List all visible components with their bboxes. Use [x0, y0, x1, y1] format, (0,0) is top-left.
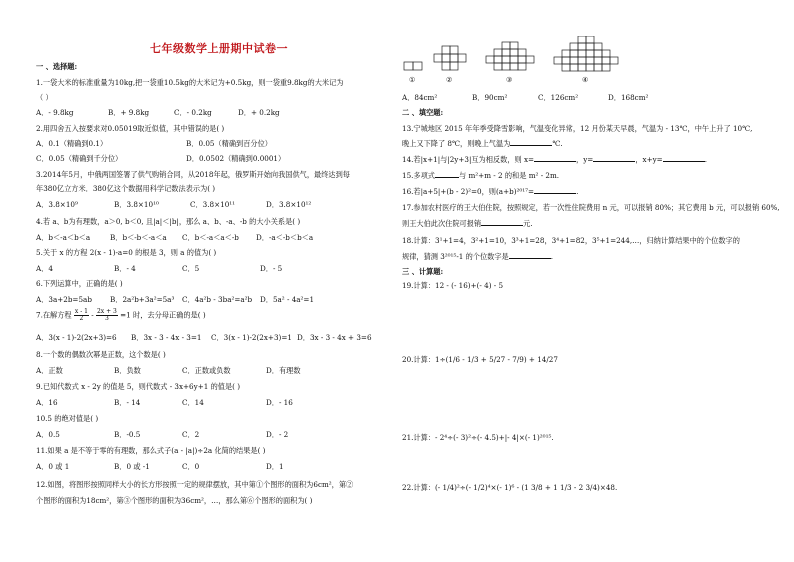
option-a: A．3.8×10⁹: [36, 200, 78, 209]
figure-label-3: ③: [506, 76, 513, 84]
option-a: A．0.5: [36, 430, 60, 439]
option-d: D．1: [266, 462, 284, 471]
option-c: C．3.8×10¹¹: [190, 200, 236, 209]
question-3-cont: 年380亿立方米．380亿这个数据用科学记数法表示为( ): [36, 184, 216, 193]
question-16: [402, 187, 578, 196]
question-18: 18.计算：3¹+1=4，3²+1=10，3³+1=28，3⁴+1=82，3⁵+1=244,…，归纳计算结果中的个位数字的: [402, 236, 740, 245]
question-13-cont: [402, 139, 563, 148]
figure-label-2: ②: [446, 76, 453, 84]
question-5-options: [36, 264, 282, 273]
figure-3: [486, 42, 534, 70]
question-8: 8.一个数的偶数次幂是正数，这个数是( ): [36, 350, 166, 359]
q14-end: .: [704, 155, 707, 164]
question-5: 5.关于 x 的方程 2(x - 1)-a=0 的根是 3，则 a 的值为( ): [36, 248, 217, 257]
option-a: A．- 9.8kg: [36, 108, 74, 117]
question-1-options: [36, 108, 280, 117]
option-a: A．0.1（精确到0.1）: [36, 139, 108, 148]
q14-text: 14.若|x+1|与|2y+3|互为相反数，则 x=: [402, 155, 535, 164]
question-10-options: [36, 430, 288, 439]
option-d: D．-a＜-b＜b＜a: [256, 233, 314, 242]
question-7: [36, 309, 206, 322]
option-b: B．0.05（精确到百分位）: [186, 139, 272, 148]
option-d: D．+ 0.2kg: [238, 108, 280, 117]
question-7-tail: =1 时，去分母正确的是( ): [120, 310, 206, 320]
question-15: [402, 171, 559, 180]
question-8-options: [36, 366, 301, 375]
answer-blank[interactable]: [510, 139, 552, 146]
option-c: C．2: [182, 430, 200, 439]
option-c: C．14: [182, 398, 204, 407]
option-d: D．- 16: [266, 398, 293, 407]
fraction-1: $\frac{x - 1}{2}$: [74, 308, 88, 322]
q18-text: 规律，猜测 3²⁰¹⁵-1 的个位数字是: [402, 252, 509, 261]
option-a: A．16: [36, 398, 58, 407]
question-9-options: [36, 398, 293, 407]
question-3-options: [36, 200, 311, 209]
fraction-2: $\frac{2x + 3}{3}$: [96, 308, 117, 322]
option-b: B．-0.5: [114, 430, 141, 439]
option-d: D．5a² - 4a²=1: [260, 295, 315, 304]
question-2-options-row1: [36, 139, 272, 148]
question-4-options: [36, 233, 313, 242]
q16-end: .: [576, 187, 579, 196]
question-7-lead: 7.在解方程: [36, 310, 72, 320]
option-b: B．- 4: [114, 264, 136, 273]
option-c: C．- 0.2kg: [174, 108, 212, 117]
option-a: A．3a+2b=5ab: [36, 295, 92, 304]
option-d: D．有理数: [266, 366, 301, 375]
q15-text: 15.多项式: [402, 171, 435, 180]
figure-label-1: ①: [409, 76, 416, 84]
question-14: [402, 155, 707, 164]
question-12-cont: 个图形的面积为18cm²，第③个图形的面积为36cm²，…，那么第⑥个图形的面积为( ): [36, 496, 313, 505]
option-b: B．负数: [114, 366, 141, 375]
question-19: 19.计算：12 - (- 16)+(- 4) - 5: [402, 281, 504, 290]
question-20: 20.计算：1÷(1/6 - 1/3 + 5/27 - 7/9) + 14/27: [402, 355, 558, 364]
question-2-options-row2: [36, 154, 285, 163]
answer-blank[interactable]: [481, 219, 523, 226]
option-d: D．3.8×10¹²: [266, 200, 312, 209]
q14-y: ，y=: [576, 155, 594, 164]
q17-unit: 元.: [523, 219, 533, 228]
option-c: C．4a²b - 3ba²=a²b: [182, 295, 253, 304]
answer-blank-x[interactable]: [534, 155, 576, 162]
question-17: 17.参加农村医疗的王大伯住院，按照规定，若一次性住院费用 n 元，可以报销 80%；其它费用 b 元，可以报销 60%,: [402, 203, 780, 212]
option-b: B．3x - 3 - 4x - 3=1: [131, 333, 202, 342]
question-17-cont: [402, 219, 533, 228]
option-a: A．b＜-a＜b＜a: [36, 233, 91, 242]
q14-sum: ，x+y=: [635, 155, 663, 164]
question-10: 10.5 的绝对值是( ): [36, 414, 99, 423]
page-title: 七年级数学上册期中试卷一: [150, 42, 288, 55]
option-a: A．84cm²: [402, 93, 438, 102]
question-6: 6.下列运算中，正确的是( ): [36, 279, 123, 288]
question-12-options: [402, 93, 648, 102]
answer-blank[interactable]: [534, 187, 579, 196]
q12-figure: [402, 36, 742, 94]
question-1: 1.一袋大米的标准重量为10kg,把一袋重10.5kg的大米记为+0.5kg，则一袋重9.8kg的大米记为: [36, 78, 344, 87]
option-b: B．+ 9.8kg: [108, 108, 150, 117]
question-12: 12.如图，将图形按照同样大小的长方形按照一定的规律摆放，其中第①个图形的面积为6cm²，第②: [36, 480, 354, 489]
question-4: 4.若 a、b为有理数，a＞0, b＜0, 且|a|＜|b|，那么 a、b、-a、-b 的大小关系是( ): [36, 217, 301, 226]
option-a: A．0 或 1: [36, 462, 70, 471]
question-18-cont: [402, 252, 553, 261]
q13-text: 晚上又下降了 8℃，则晚上气温为: [402, 139, 511, 148]
question-9: 9.已知代数式 x - 2y 的值是 5，则代数式 - 3x+6y+1 的值是( ): [36, 382, 241, 391]
option-d: D．3x - 3 - 4x + 3=6: [297, 333, 372, 342]
answer-blank-y[interactable]: [593, 155, 635, 162]
section-calc-heading: 三 、计算题:: [402, 267, 444, 276]
option-b: B．- 14: [114, 398, 141, 407]
option-c: C．正数或负数: [182, 366, 231, 375]
section-choice-heading: 一 、选择题:: [36, 62, 78, 71]
q18-end: .: [550, 252, 554, 261]
question-7-options: [36, 333, 372, 342]
option-d: D．- 2: [266, 430, 289, 439]
option-b: B．0 或 -1: [114, 462, 150, 471]
figure-label-4: ④: [582, 76, 589, 84]
option-c: C．126cm²: [538, 93, 579, 102]
answer-blank[interactable]: [509, 252, 554, 261]
answer-blank-sum[interactable]: [663, 155, 705, 162]
question-11: 11.如果 a 是不等于零的有理数，那么式子(a - |a|)÷2a 化简的结果是( ): [36, 446, 266, 455]
question-11-options: [36, 462, 284, 471]
option-c: C．b＜-a＜a＜-b: [182, 233, 239, 242]
q16-text: 16.若|a+5|+(b - 2)²=0，则(a+b)²⁰¹⁷=: [402, 187, 535, 196]
q13-unit: ℃.: [552, 139, 563, 148]
question-2: 2.用四舍五入按要求对0.05019取近似值，其中错误的是( ): [36, 124, 225, 133]
figure-2: [434, 46, 466, 70]
option-c: C．3(x - 1)-2(2x+3)=1: [211, 333, 292, 342]
answer-blank[interactable]: [435, 171, 459, 178]
figure-1: [404, 62, 422, 70]
option-a: A．3(x - 1)-2(2x+3)=6: [36, 333, 117, 342]
question-3: 3.2014年5月，中俄两国签署了供气购销合同，从2018年起，俄罗斯开始向我国供气，最终达到每: [36, 170, 350, 179]
option-b: B．90cm²: [472, 93, 508, 102]
option-b: B．b＜-b＜-a＜a: [110, 233, 167, 242]
option-d: D．168cm²: [608, 93, 649, 102]
option-a: A．4: [36, 264, 53, 273]
section-fill-heading: 二 、填空题:: [402, 108, 444, 117]
question-21: 21.计算：- 2⁴÷(- 3)²÷(- 4.5)+|- 4|×(- 1)²⁰¹⁵.: [402, 433, 554, 442]
question-13: 13.宁城地区 2015 年年季受降雪影响，气温变化异常，12 月份某天早晨，气温为 - 13℃，中午上升了 10℃,: [402, 124, 753, 133]
option-b: B．2a²b+3a²=5a³: [110, 295, 175, 304]
rectangle-pattern-figure: [402, 36, 742, 94]
option-c: C．5: [182, 264, 200, 273]
option-d: D．- 5: [260, 264, 283, 273]
option-d: D．0.0502（精确到0.0001）: [186, 154, 286, 163]
q15-tail: 与 m²+m - 2 的和是 m² - 2m.: [459, 171, 560, 180]
figure-4: [554, 36, 618, 71]
question-1-bracket: （ ）: [36, 93, 53, 102]
question-22: 22.计算：(- 1/4)²÷(- 1/2)⁴×(- 1)⁶ - (1 3/8 + 1 1/3 - 2 3/4)×48.: [402, 483, 618, 492]
option-c: C．0: [182, 462, 200, 471]
option-a: A．正数: [36, 366, 63, 375]
q17-text: 则王大伯此次住院可报销: [402, 219, 482, 228]
minus-sign: -: [91, 310, 94, 320]
question-6-options: [36, 295, 314, 304]
option-b: B．3.8×10¹⁰: [114, 200, 159, 209]
option-c: C．0.05（精确到千分位）: [36, 154, 123, 163]
